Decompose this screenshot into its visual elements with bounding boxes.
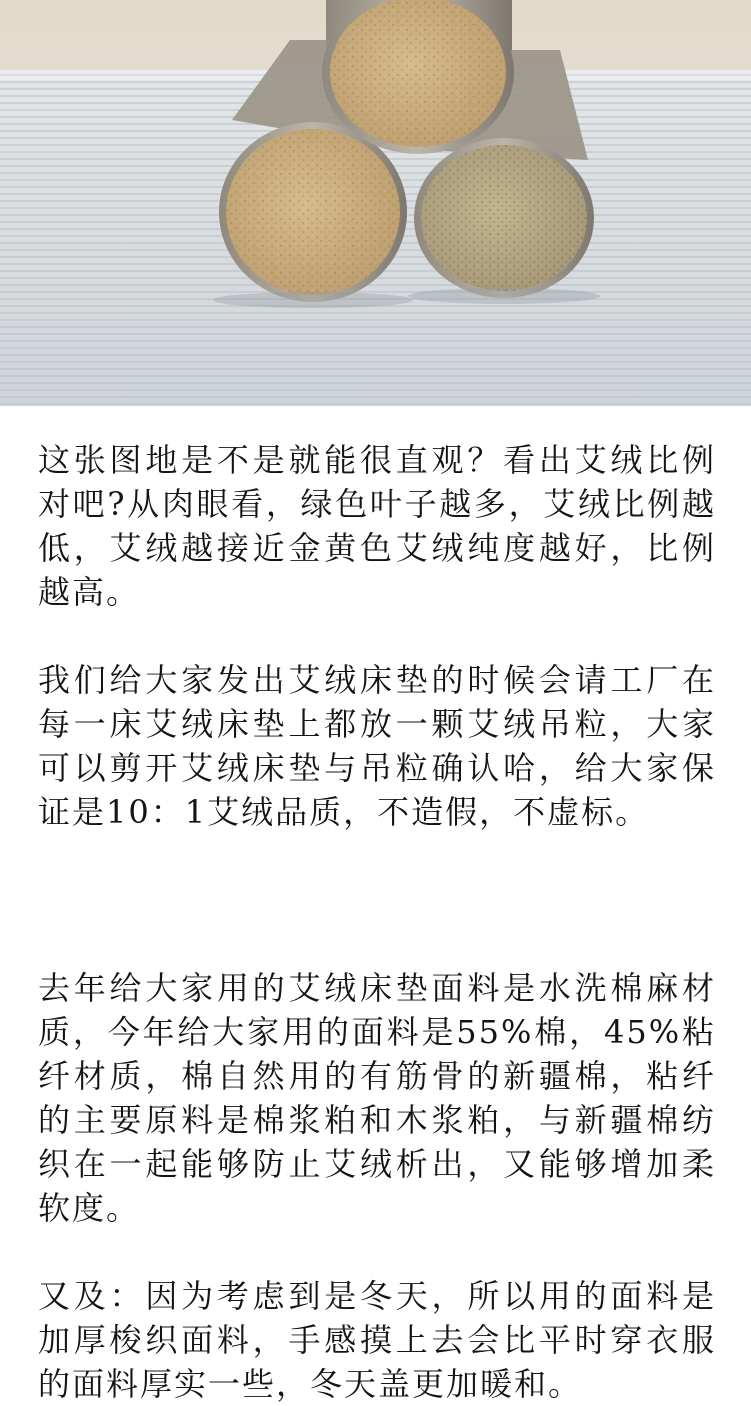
paragraph-fabric-material: 去年给大家用的艾绒床垫面料是水洗棉麻材质，今年给大家用的面料是55%棉，45%粘纤材质，棉自然用的有筋骨的新疆棉，粘纤的主要原料是棉浆粕和木浆粕，与新疆棉纺织在一起能够防止艾绒析出，又能够增加柔软度。 <box>38 969 716 1227</box>
moxa-sticks-illustration <box>0 0 751 406</box>
paragraph-spacer <box>38 614 716 658</box>
paragraph-winter-note: 又及：因为考虑到是冬天，所以用的面料是加厚梭织面料，手感摸上去会比平时穿衣服的面料厚实一些，冬天盖更加暖和。 <box>38 1277 716 1403</box>
paragraph-moxa-ratio: 这张图地是不是就能很直观？看出艾绒比例对吧?从肉眼看，绿色叶子越多，艾绒比例越低，艾绒越接近金黄色艾绒纯度越好，比例越高。 <box>38 441 716 611</box>
paragraph-spacer <box>38 1230 716 1274</box>
paragraph-spacer <box>38 834 716 966</box>
paragraph-quality-guarantee: 我们给大家发出艾绒床垫的时候会请工厂在每一床艾绒床垫上都放一颗艾绒吊粒，大家可以剪开艾绒床垫与吊粒确认哈，给大家保证是10：1艾绒品质，不造假，不虚标。 <box>38 661 716 831</box>
article-body <box>38 438 716 1406</box>
hero-photo <box>0 0 751 406</box>
